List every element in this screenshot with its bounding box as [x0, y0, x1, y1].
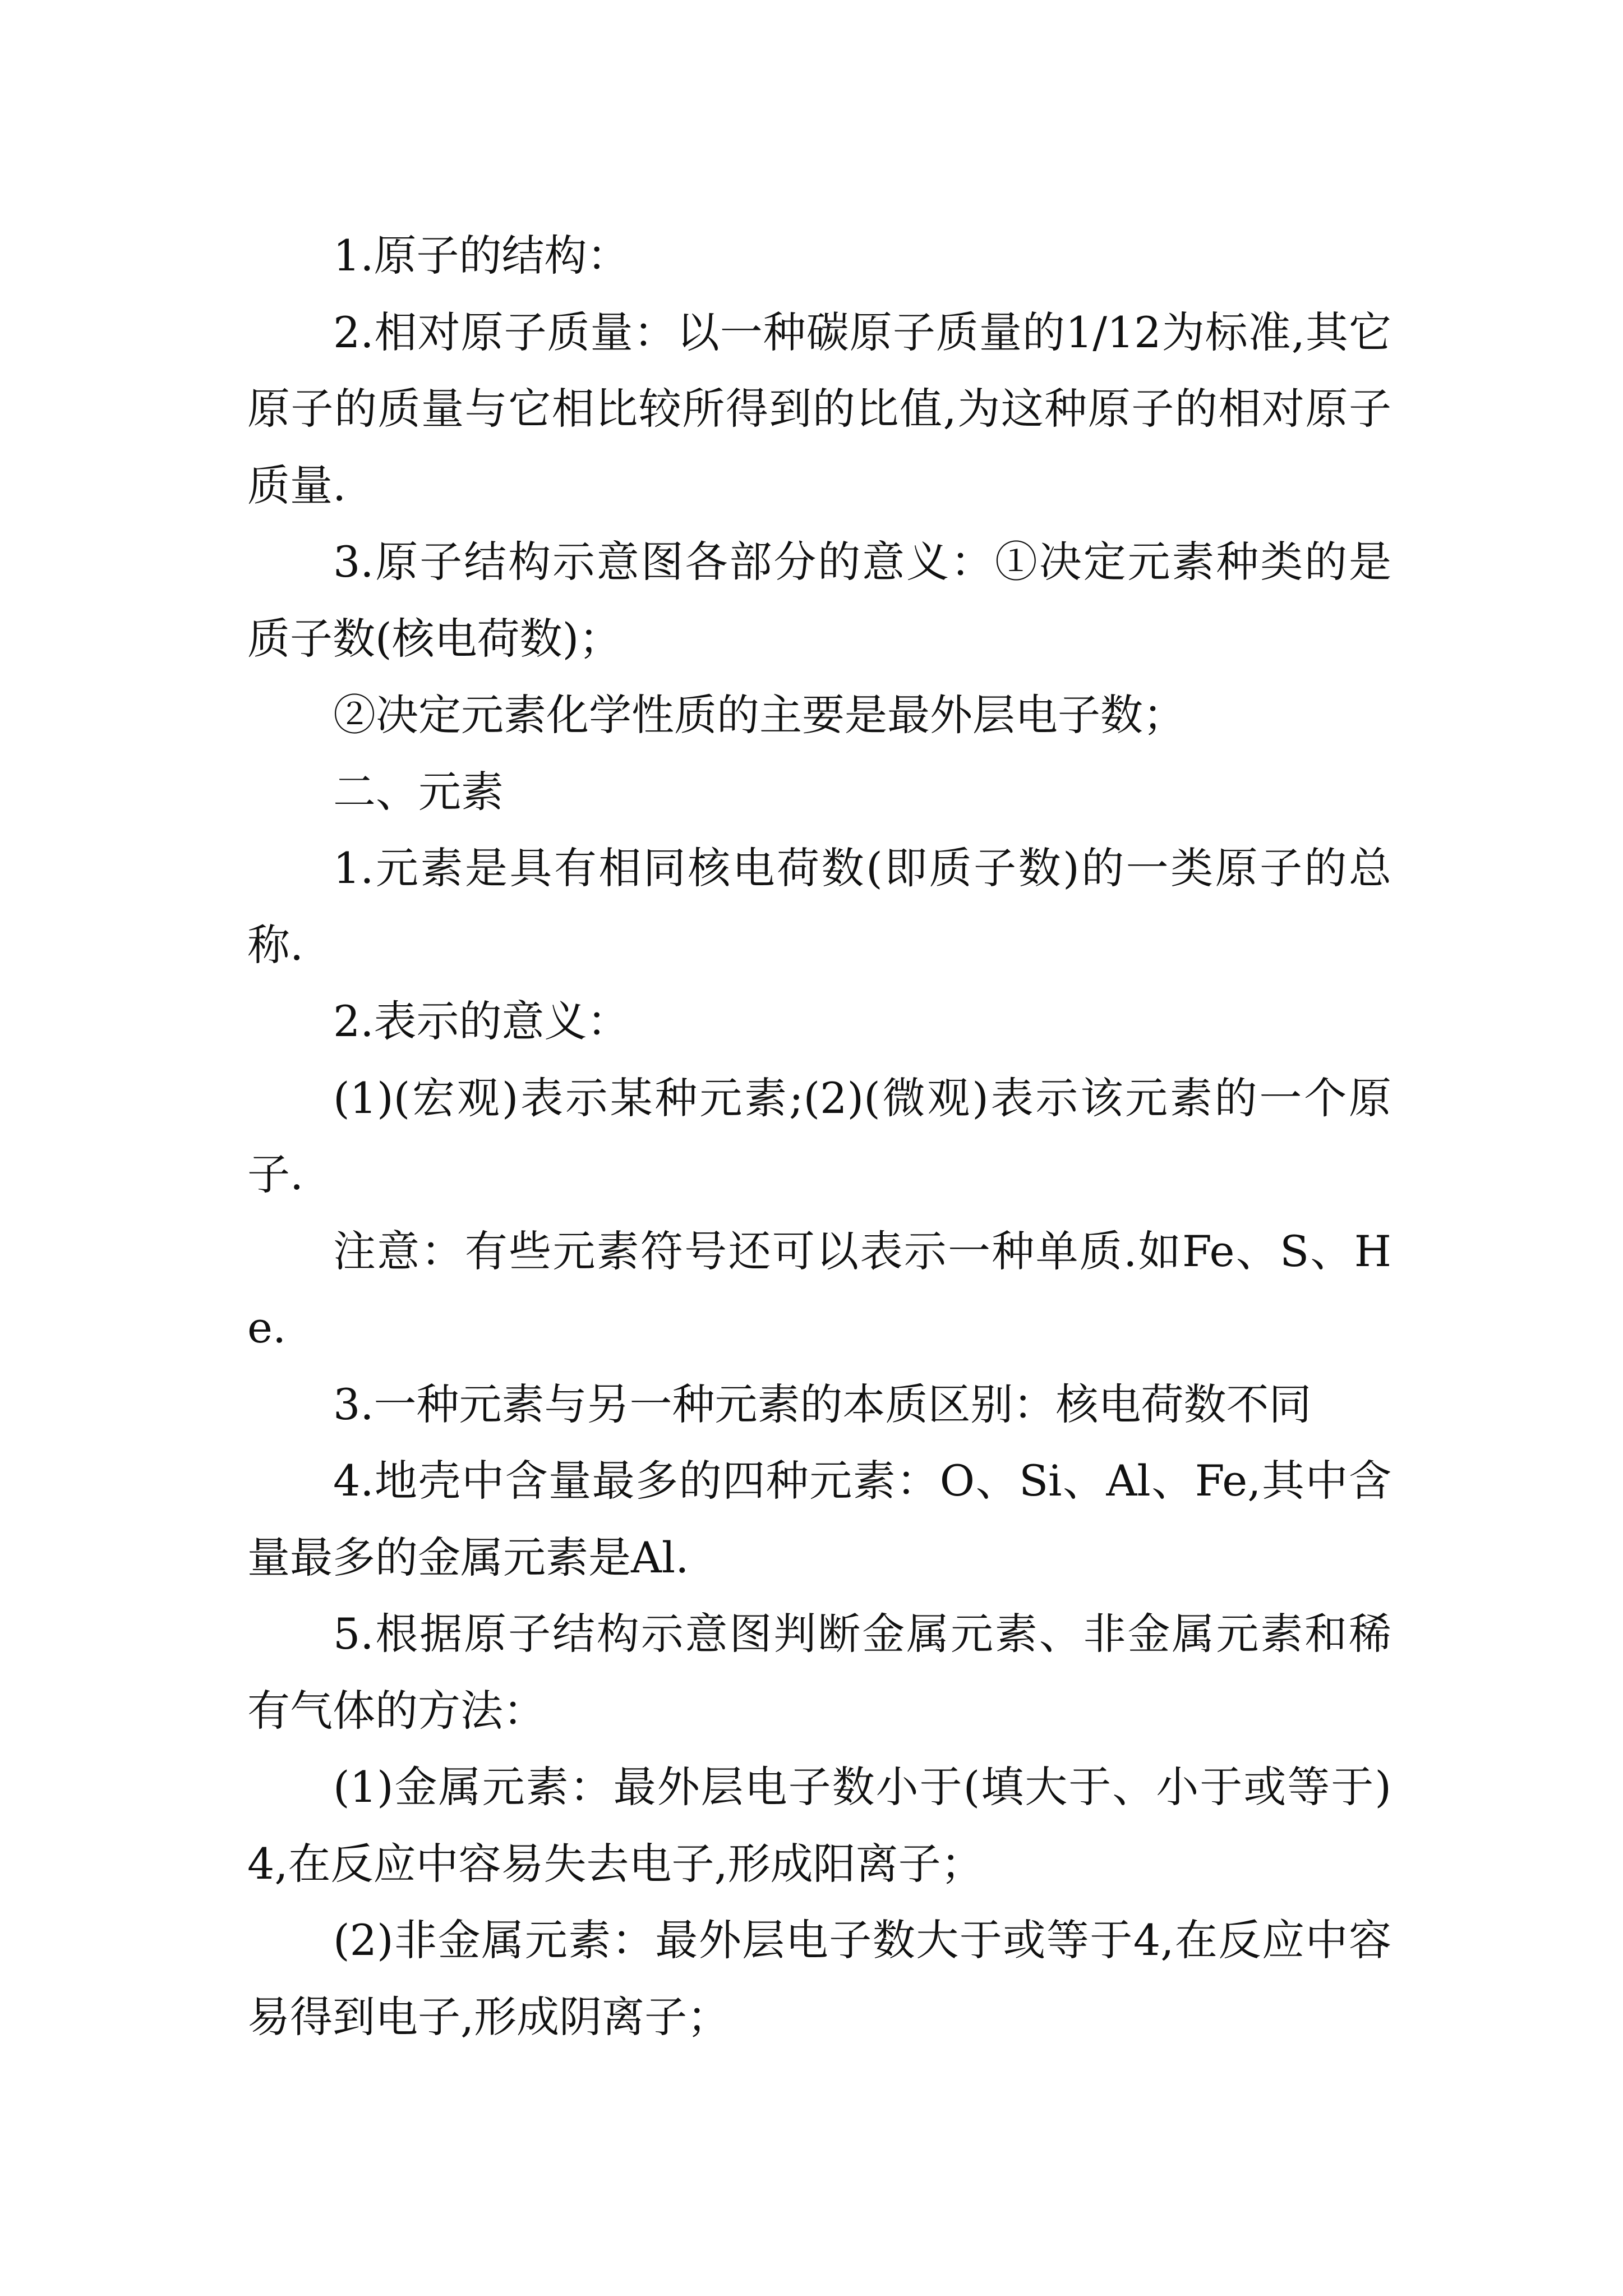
paragraph-nonmetal-elements: (2)非金属元素：最外层电子数大于或等于4,在反应中容易得到电子,形成阴离子；: [247, 1915, 1391, 2042]
paragraph-metal-elements: (1)金属元素：最外层电子数小于(填大于、小于或等于)4,在反应中容易失去电子,形成阳离子；: [247, 1762, 1391, 1889]
paragraph-crust-elements: 4.地壳中含量最多的四种元素：O、Si、Al、Fe,其中含量最多的金属元素是Al.: [247, 1456, 1391, 1582]
paragraph-element-definition: 1.元素是具有相同核电荷数(即质子数)的一类原子的总称.: [247, 843, 1391, 970]
paragraph-element-difference: 3.一种元素与另一种元素的本质区别：核电荷数不同: [333, 1379, 1312, 1429]
paragraph-note: 注意：有些元素符号还可以表示一种单质.如Fe、S、He.: [247, 1226, 1391, 1352]
section-heading-elements: 二、元素: [333, 766, 504, 817]
paragraph-atom-diagram-meaning: 3.原子结构示意图各部分的意义：①决定元素种类的是质子数(核电荷数)；: [247, 537, 1391, 664]
paragraph-symbol-meaning: 2.表示的意义：: [333, 996, 630, 1046]
document-body: [247, 218, 1391, 2055]
paragraph-atom-structure: 1.原子的结构：: [333, 231, 630, 280]
paragraph-macro-micro: (1)(宏观)表示某种元素;(2)(微观)表示该元素的一个原子.: [247, 1073, 1391, 1199]
paragraph-classification-method: 5.根据原子结构示意图判断金属元素、非金属元素和稀有气体的方法：: [247, 1609, 1391, 1736]
paragraph-relative-atomic-mass: 2.相对原子质量：以一种碳原子质量的1/12为标准,其它原子的质量与它相比较所得到的比值,为这种原子的相对原子质量.: [247, 307, 1391, 510]
paragraph-chemical-property: ②决定元素化学性质的主要是最外层电子数；: [333, 690, 1186, 740]
